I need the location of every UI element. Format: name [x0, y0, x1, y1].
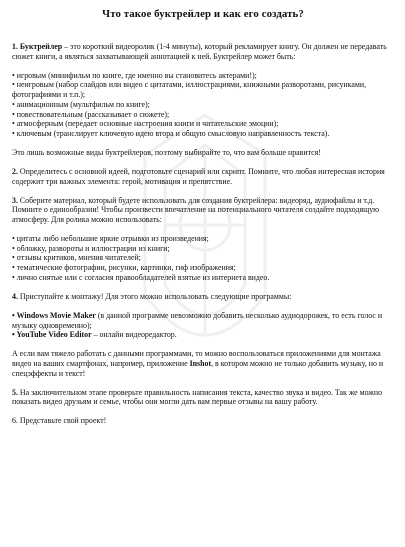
materials-list	[12, 234, 394, 283]
section-2-number: 2.	[12, 166, 18, 176]
list-item: • атмосферным (передает основные настроения книги и читательские эмоции);	[12, 119, 279, 129]
section-3-text: Соберите материал, который будете использовать для создания буктрейлера: видеоряд, аудиофайлы и т.д. Помните о единообразии! Чтобы произвести впечатление на потенциального читателя создайте подходящую атмосферу. Для ролика можно использовать:	[12, 195, 380, 225]
section-1-term: Буктрейлер	[19, 42, 63, 51]
bullet: •	[12, 330, 17, 340]
program-name: Windows Movie Maker	[16, 310, 96, 320]
list-item: • лично снятые или с согласия правообладателей взятые из интернета видео.	[12, 272, 270, 282]
page-title: Что такое буктрейлер и как его создать?	[102, 8, 304, 20]
section-5-text: На заключительном этапе проверьте правильность написания текста, качество звука и видео. Так же можно показать видео друзьям и семье, чтобы они могли дать вам первые отзывы на вашу работу.	[12, 387, 383, 407]
list-item: • тематические фотографии, рисунки, картинки, гиф изображения;	[12, 263, 236, 273]
list-item: • обложку, развороты и иллюстрации из книги;	[12, 243, 170, 253]
section-4	[12, 292, 394, 302]
section-2	[12, 167, 394, 186]
section-5	[12, 388, 394, 407]
section-6: 6. Представьте свой проект!	[12, 416, 107, 426]
list-item: • повествовательным (рассказывает о сюжете);	[12, 109, 170, 119]
phone-apps-paragraph	[12, 349, 394, 378]
section-3-number: 3.	[12, 195, 18, 205]
section-1-number: 1.	[12, 42, 18, 51]
section-1-text: – это короткий видеоролик (1-4 минуты), который рекламирует книгу. Он должен не передавать сюжет книги, а являться захватывающей аннотацией к ней. Буктрейлер может быть:	[12, 42, 387, 61]
list-item	[12, 311, 382, 330]
list-item: • анимационным (мультфильм по книге);	[12, 99, 150, 109]
trailer-types-list	[12, 71, 394, 139]
section-5-number: 5.	[12, 387, 18, 397]
program-desc: – онлайн видеоредактор.	[91, 330, 177, 340]
program-desc: (в данной программе невозможно добавить несколько аудиодорожек, то есть голос и музыку одновременно);	[12, 310, 383, 330]
list-item: • неигровым (набор слайдов или видео с цитатами, иллюстрациями, книжными разворотами, рисунками, фотографиями и т.п.);	[12, 80, 367, 100]
section-4-number: 4.	[12, 291, 18, 301]
list-item: • игровым (минифильм по книге, где именно вы становитесь актерами!);	[12, 70, 257, 80]
list-item: • цитаты либо небольшие яркие отрывки из произведения;	[12, 234, 209, 244]
list-item	[12, 330, 177, 339]
types-note: Это лишь возможные виды буктрейлеров, поэтому выбирайте то, что вам больше нравится!	[12, 147, 321, 157]
section-2-text: Определитесь с основной идеей, подготовьте сценарий или скрипт. Помните, что любая интересная история содержит три важных элемента: герой, мотивация и препятствие.	[12, 166, 385, 186]
section-4-text: Приступайте к монтажу! Для этого можно использовать следующие программы:	[17, 291, 292, 301]
phone-text-before: А если вам тяжело работать с данными программами, то можно воспользоваться приложениями для монтажа видео на ваших смартфонах, например, приложение	[12, 349, 381, 368]
program-name: YouTube Video Editor	[16, 330, 92, 340]
programs-list	[12, 311, 394, 340]
list-item: • отзывы критиков, мнения читателей;	[12, 253, 141, 263]
list-item: • ключевым (транслирует ключевую идею втора и общую смысловую направленность текста).	[12, 128, 330, 138]
section-1	[12, 42, 394, 61]
phone-text-after: , в котором можно не только добавить музыку, но и спецэффекты и текст!	[12, 358, 384, 378]
app-name: Inshot	[189, 358, 212, 368]
bullet: •	[12, 310, 17, 320]
section-3	[12, 196, 394, 225]
